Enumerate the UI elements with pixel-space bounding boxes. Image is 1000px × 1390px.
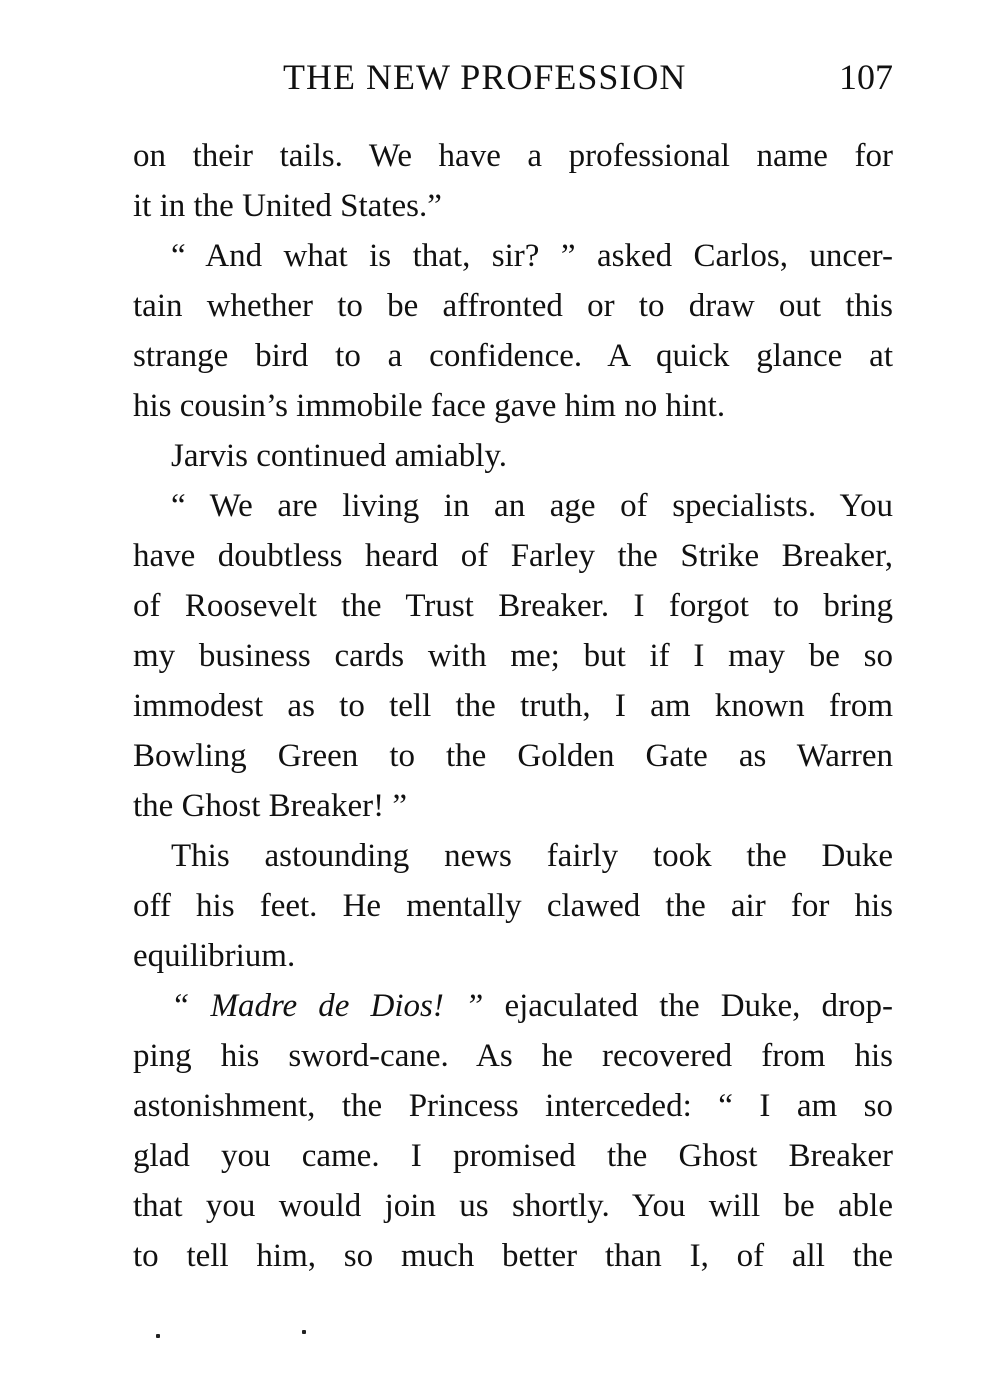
text-line: the Ghost Breaker! ” — [133, 788, 407, 824]
text-line: his cousin’s immobile face gave him no hint. — [133, 388, 726, 424]
body-text — [133, 131, 893, 1281]
text-line: it in the United States.” — [133, 188, 442, 224]
text-line: off his feet. He mentally clawed the air for his — [133, 888, 893, 924]
print-specks — [150, 1326, 350, 1346]
text-line: “ And what is that, sir? ” asked Carlos, uncer- — [171, 238, 893, 274]
text-line: of Roosevelt the Trust Breaker. I forgot to bring — [133, 588, 893, 624]
text-line: my business cards with me; but if I may be so — [133, 638, 893, 674]
text-line: astonishment, the Princess interceded: “ I am so — [133, 1088, 893, 1124]
text-line: “ We are living in an age of specialists. You — [171, 488, 893, 524]
page-number: 107 — [839, 57, 893, 97]
text-line: on their tails. We have a professional name for — [133, 138, 893, 174]
speck-mark — [302, 1330, 306, 1334]
speck-mark — [156, 1334, 160, 1338]
text-line: immodest as to tell the truth, I am known from — [133, 688, 893, 724]
text-line: Bowling Green to the Golden Gate as Warren — [133, 738, 893, 774]
text-line: Jarvis continued amiably. — [171, 438, 508, 474]
text-line: tain whether to be affronted or to draw out this — [133, 288, 893, 324]
text-line: have doubtless heard of Farley the Strike Breaker, — [133, 538, 893, 574]
text-line: that you would join us shortly. You will be able — [133, 1188, 893, 1224]
text-line — [133, 981, 893, 1031]
text-line: glad you came. I promised the Ghost Breaker — [133, 1138, 893, 1174]
text-line: to tell him, so much better than I, of all the — [133, 1238, 893, 1274]
text-line: This astounding news fairly took the Duke — [171, 838, 893, 874]
italic-quote: “ Madre de Dios! ” — [171, 988, 505, 1024]
line-text: ejaculated the Duke, drop- — [504, 988, 893, 1024]
chapter-title: THE NEW PROFESSION — [283, 57, 687, 97]
text-line: ping his sword-cane. As he recovered from his — [133, 1038, 893, 1074]
text-line: strange bird to a confidence. A quick glance at — [133, 338, 893, 374]
running-head — [283, 56, 893, 106]
text-line: equilibrium. — [133, 938, 296, 974]
